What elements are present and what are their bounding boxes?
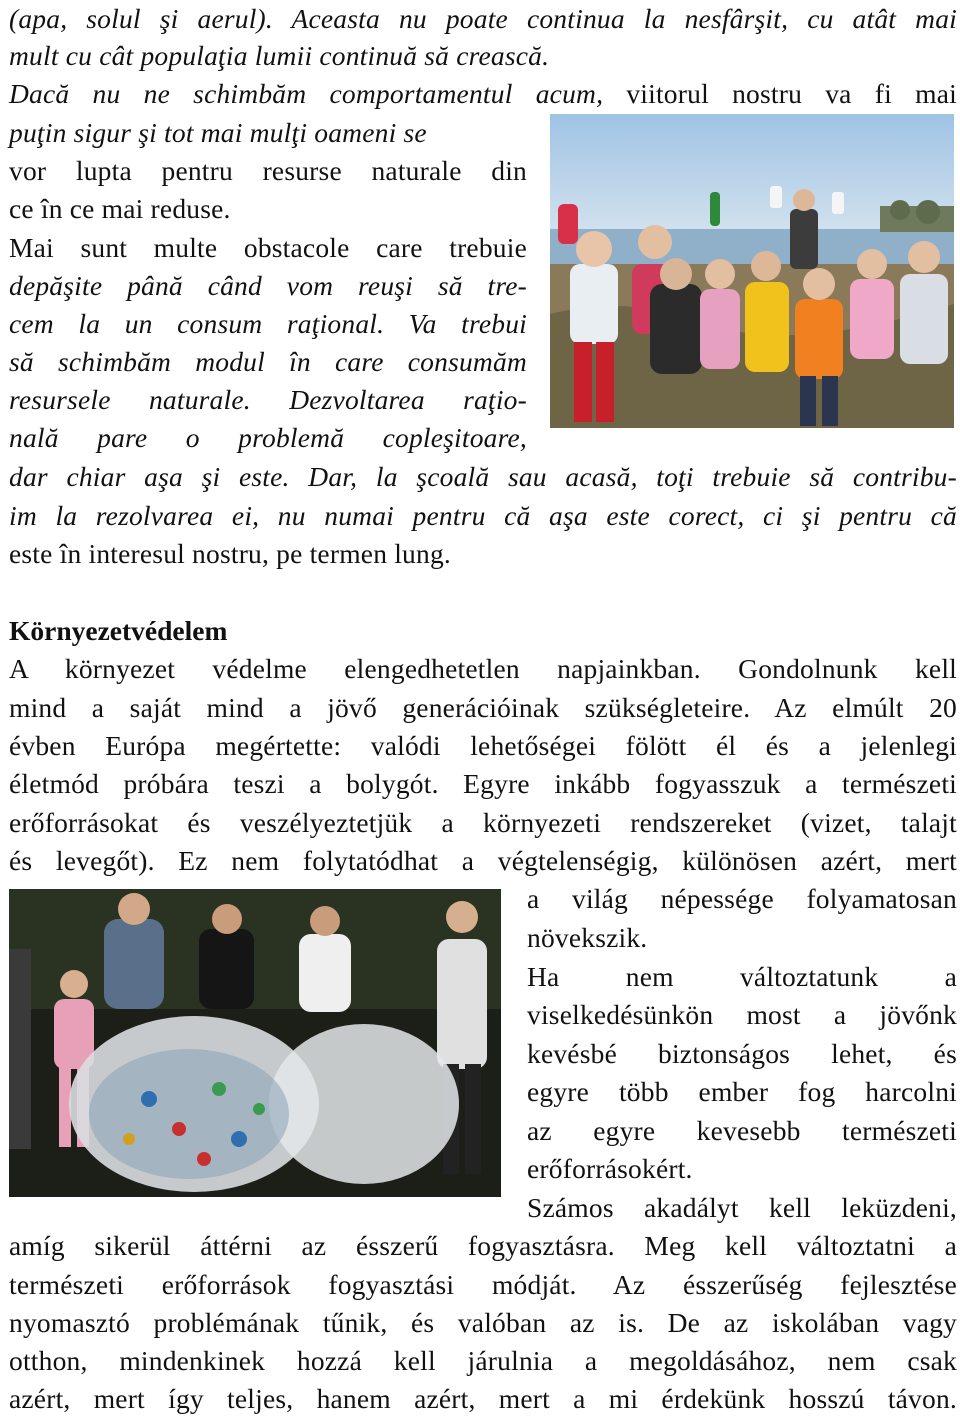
photo-recycling-bags	[9, 889, 501, 1197]
ro-line-9: cem la un consum raţional. Va trebui	[9, 308, 527, 339]
ro-line-14: im la rezolvarea ei, nu numai pentru că aşa este corect, ci şi pentru că	[9, 500, 957, 531]
hu-line-6: és levegőt). Ez nem folytatódhat a végtelenségig, különösen azért, mert	[9, 845, 957, 876]
ro-line-11: resursele naturale. Dezvoltarea raţio-	[9, 384, 527, 415]
ro-line-1: (apa, solul şi aerul). Aceasta nu poate continua la nesfârşit, cu atât mai	[9, 3, 957, 34]
hu-line-20: azért, mert így teljes, hanem azért, mert a mi érdekünk hosszú távon.	[9, 1383, 957, 1414]
ro-line-15: este în interesul nostru, pe termen lung.	[9, 538, 451, 569]
ro-line-12: nală pare o problemă copleşitoare,	[9, 422, 527, 453]
hu-line-14: erőforrásokért.	[527, 1153, 693, 1184]
ro-line-2: mult cu cât populaţia lumii continuă să crească.	[9, 40, 550, 71]
section-heading-kornyezetvedelem: Környezetvédelem	[9, 615, 228, 646]
ro-line-10: să schimbăm modul în care consumăm	[9, 346, 527, 377]
hu-line-2: mind a saját mind a jövő generációinak szükségleteire. Az elmúlt 20	[9, 692, 957, 723]
ro-line-13: dar chiar aşa şi este. Dar, la şcoală sau acasă, toţi trebuie să contribu-	[9, 461, 957, 492]
hu-line-5: erőforrásokat és veszélyeztetjük a környezeti rendszereket (vizet, talajt	[9, 807, 957, 838]
hu-line-16: amíg sikerül áttérni az ésszerű fogyasztásra. Meg kell változtatni a	[9, 1230, 957, 1261]
hu-line-13: az egyre kevesebb természeti	[527, 1115, 957, 1146]
hu-line-10: viselkedésünkön most a jövőnk	[527, 999, 957, 1030]
ro-line-8: depăşite până când vom reuşi să tre-	[9, 270, 527, 301]
hu-line-15: Számos akadályt kell leküzdeni,	[527, 1192, 957, 1223]
ro-line-6: ce în ce mai reduse.	[9, 193, 231, 224]
hu-line-17: természeti erőforrások fogyasztási módját. Az ésszerűség fejlesztése	[9, 1269, 957, 1300]
ro-line-4: puţin sigur şi tot mai mulţi oameni se	[9, 117, 427, 148]
hu-line-12: egyre több ember fog harcolni	[527, 1076, 957, 1107]
hu-line-18: nyomasztó problémának tűnik, és valóban az is. De az iskolában vagy	[9, 1307, 957, 1338]
hu-line-11: kevésbé biztonságos lehet, és	[527, 1038, 957, 1069]
hu-line-7: a világ népessége folyamatosan	[527, 883, 957, 914]
hu-line-19: otthon, mindenkinek hozzá kell járulnia a megoldásához, nem csak	[9, 1345, 957, 1376]
hu-line-4: életmód próbára teszi a bolygót. Egyre inkább fogyasszuk a természeti	[9, 768, 957, 799]
photo-children-with-bottles	[550, 114, 954, 428]
ro-line-7: Mai sunt multe obstacole care trebuie	[9, 232, 527, 263]
hu-line-8: növekszik.	[527, 922, 648, 953]
ro-line-3: Dacă nu ne schimbăm comportamentul acum, viitorul nostru va fi mai	[9, 78, 957, 109]
ro-line-5: vor lupta pentru resurse naturale din	[9, 155, 527, 186]
hu-line-3: évben Európa megértette: valódi lehetőségei fölött él és a jelenlegi	[9, 730, 957, 761]
hu-line-1: A környezet védelme elengedhetetlen napjainkban. Gondolnunk kell	[9, 653, 957, 684]
hu-line-9: Ha nem változtatunk a	[527, 961, 957, 992]
